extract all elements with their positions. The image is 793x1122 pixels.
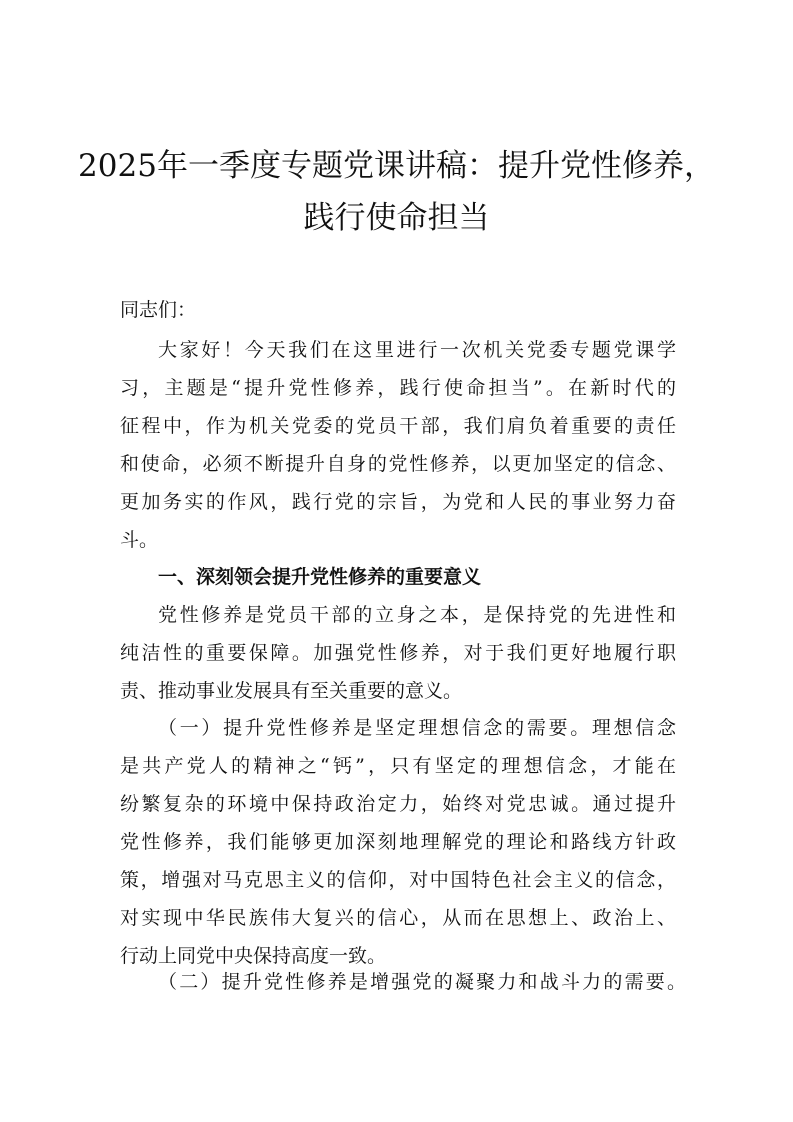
paragraph-line: 对实现中华民族伟大复兴的信心，从而在思想上、政治上、 — [120, 907, 676, 929]
paragraph-line: 行动上同党中央保持高度一致。 — [120, 945, 387, 967]
paragraph-line: 策，增强对马克思主义的信仰，对中国特色社会主义的信念， — [120, 869, 676, 891]
paragraph-line: 大家好！今天我们在这里进行一次机关党委专题党课学 — [158, 339, 676, 361]
paragraph-line: 更加务实的作风，践行党的宗旨，为党和人民的事业努力奋 — [120, 491, 676, 513]
paragraph-line: 习，主题是“提升党性修养，践行使命担当”。在新时代的 — [120, 377, 676, 399]
paragraph-line: 党性修养是党员干部的立身之本，是保持党的先进性和 — [158, 604, 676, 626]
paragraph-line: 是共产党人的精神之“钙”，只有坚定的理想信念，才能在 — [120, 755, 676, 777]
paragraph-line: 征程中，作为机关党委的党员干部，我们肩负着重要的责任 — [120, 415, 676, 437]
document-title-line-1: 2025年一季度专题党课讲稿：提升党性修养， — [78, 148, 715, 184]
paragraph-line: 党性修养，我们能够更加深刻地理解党的理论和路线方针政 — [120, 831, 676, 853]
section-heading: 一、深刻领会提升党性修养的重要意义 — [158, 566, 482, 588]
paragraph-line: 责、推动事业发展具有至关重要的意义。 — [120, 680, 463, 702]
document-title-line-2: 践行使命担当 — [303, 200, 490, 236]
paragraph-line: 斗。 — [120, 529, 159, 551]
paragraph-line: 纷繁复杂的环境中保持政治定力，始终对党忠诚。通过提升 — [120, 793, 676, 815]
paragraph-line: （一）提升党性修养是坚定理想信念的需要。理想信念 — [158, 717, 676, 739]
paragraph-line: 纯洁性的重要保障。加强党性修养，对于我们更好地履行职 — [120, 642, 676, 664]
paragraph-line: 和使命，必须不断提升自身的党性修养，以更加坚定的信念、 — [120, 453, 676, 475]
subsection-line: （二）提升党性修养是增强党的凝聚力和战斗力的需要。 — [158, 971, 686, 993]
salutation: 同志们： — [120, 299, 197, 321]
